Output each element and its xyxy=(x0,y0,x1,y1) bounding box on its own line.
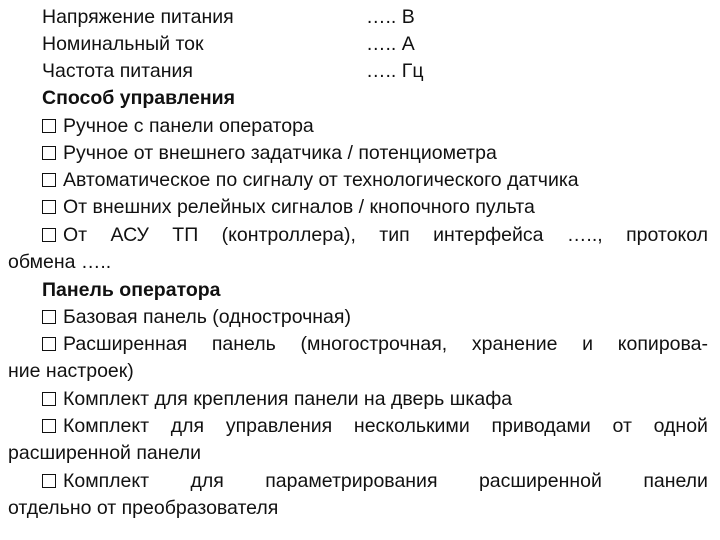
option-label: Ручное с панели оператора xyxy=(63,115,314,137)
word: Комплект xyxy=(63,415,150,437)
control-heading: Способ управления xyxy=(42,87,235,109)
control-option-sensor[interactable] xyxy=(42,167,720,194)
control-option-asu-cont: обмена ….. xyxy=(8,251,112,273)
word: приводами xyxy=(491,415,591,437)
option-label: Комплект для крепления панели на дверь шкафа xyxy=(63,388,513,410)
panel-option-parametrization-cont: отдельно от преобразователя xyxy=(8,497,279,519)
word: параметрирования xyxy=(265,470,438,492)
word: (многострочная, xyxy=(300,333,448,355)
param-label: Номинальный ток xyxy=(42,33,204,55)
word: управления xyxy=(225,415,333,437)
panel-option-parametrization[interactable] xyxy=(42,468,708,495)
word: одной xyxy=(653,415,708,437)
word: интерфейса xyxy=(433,224,544,246)
param-row-frequency xyxy=(42,58,720,85)
checkbox-icon[interactable] xyxy=(42,173,56,187)
panel-option-extended-cont: ние настроек) xyxy=(8,360,134,382)
control-option-panel[interactable] xyxy=(42,113,720,140)
asu-first xyxy=(42,222,87,249)
extended-first xyxy=(42,331,187,358)
multi-first xyxy=(42,413,149,440)
param-value: ….. А xyxy=(366,33,415,55)
word: хранение xyxy=(471,333,558,355)
checkbox-icon[interactable] xyxy=(42,392,56,406)
word: копирова- xyxy=(617,333,708,355)
word: для xyxy=(190,470,224,492)
word: расширенной xyxy=(478,470,602,492)
panel-option-basic[interactable] xyxy=(42,304,720,331)
param-row-voltage xyxy=(42,4,720,31)
word: несколькими xyxy=(353,415,470,437)
word: Комплект xyxy=(63,470,150,492)
option-label: Базовая панель (однострочная) xyxy=(63,306,351,328)
control-option-asu[interactable] xyxy=(42,222,708,249)
control-option-relay[interactable] xyxy=(42,194,720,221)
word: АСУ xyxy=(110,224,149,246)
checkbox-icon[interactable] xyxy=(42,419,56,433)
word: Расширенная xyxy=(63,333,188,355)
word: ….., xyxy=(566,224,603,246)
param-row-current xyxy=(42,31,720,58)
checkbox-icon[interactable] xyxy=(42,146,56,160)
checkbox-icon[interactable] xyxy=(42,474,56,488)
checkbox-icon[interactable] xyxy=(42,119,56,133)
panel-option-multi-drive-cont: расширенной панели xyxy=(8,442,202,464)
param-value: ….. Гц xyxy=(366,60,424,82)
word: протокол xyxy=(626,224,708,246)
word: От xyxy=(63,224,88,246)
word: тип xyxy=(379,224,410,246)
checkbox-icon[interactable] xyxy=(42,228,56,242)
param-label: Частота питания xyxy=(42,60,193,82)
panel-option-door-kit[interactable] xyxy=(42,386,720,413)
checkbox-icon[interactable] xyxy=(42,337,56,351)
panel-option-multi-drive[interactable] xyxy=(42,413,708,440)
word: и xyxy=(582,333,594,355)
word: панели xyxy=(643,470,708,492)
word: (контроллера), xyxy=(221,224,356,246)
word: для xyxy=(170,415,205,437)
option-label: Автоматическое по сигналу от технологического датчика xyxy=(63,169,579,191)
control-option-potentiometer[interactable] xyxy=(42,140,720,167)
checkbox-icon[interactable] xyxy=(42,310,56,324)
option-label: От внешних релейных сигналов / кнопочного пульта xyxy=(63,196,535,218)
panel-heading: Панель оператора xyxy=(42,279,221,301)
option-label: Ручное от внешнего задатчика / потенциометра xyxy=(63,142,497,164)
word: ТП xyxy=(172,224,199,246)
word: панель xyxy=(211,333,276,355)
checkbox-icon[interactable] xyxy=(42,200,56,214)
word: от xyxy=(612,415,632,437)
param-label: Напряжение питания xyxy=(42,6,234,28)
param-value: ….. В xyxy=(366,6,415,28)
param-first xyxy=(42,468,149,495)
panel-option-extended[interactable] xyxy=(42,331,708,358)
